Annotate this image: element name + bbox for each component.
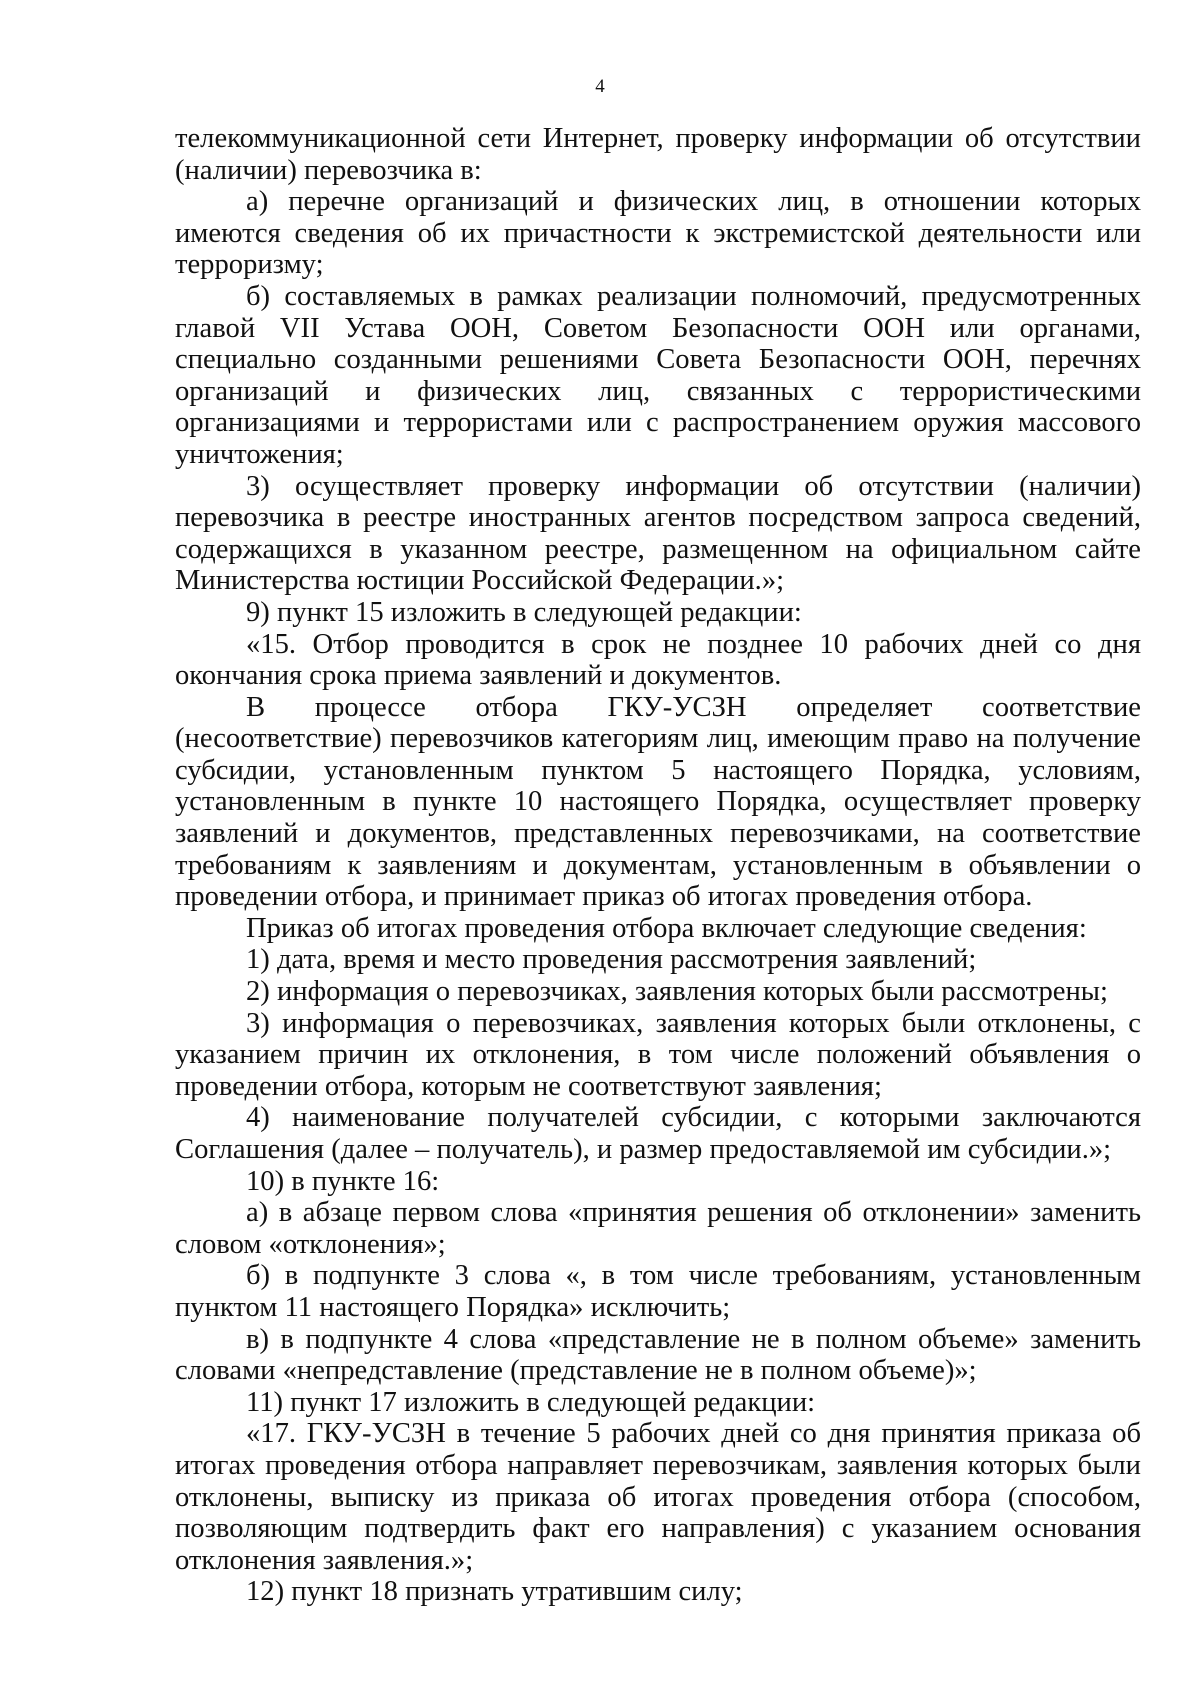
paragraph: 3) осуществляет проверку информации об отсутствии (наличии) перевозчика в реестре иностранных агентов посредством запроса сведений, содержащихся в указанном реестре, размещенном на официальном сайте Министерства юстиции Российской Федерации.»; [175, 470, 1141, 597]
paragraph: «15. Отбор проводится в срок не позднее 10 рабочих дней со дня окончания срока приема заявлений и документов. [175, 628, 1141, 692]
paragraph: В процессе отбора ГКУ-УСЗН определяет соответствие (несоответствие) перевозчиков категориям лиц, имеющим право на получение субсидии, установленным пунктом 5 настоящего Порядка, условиям, установленным в пункте 10 настоящего Порядка, осуществляет проверку заявлений и документов, представленных перевозчиками, на соответствие требованиям к заявлениям и документам, установленным в объявлении о проведении отбора, и принимает приказ об итогах проведения отбора. [175, 691, 1141, 913]
document-body [175, 123, 1141, 1608]
paragraph: 1) дата, время и место проведения рассмотрения заявлений; [246, 944, 977, 976]
paragraph: а) в абзаце первом слова «принятия решения об отклонении» заменить словом «отклонения»; [175, 1197, 1141, 1260]
paragraph: «17. ГКУ-УСЗН в течение 5 рабочих дней со дня принятия приказа об итогах проведения отбора направляет перевозчикам, заявления которых были отклонены, выписку из приказа об итогах проведения отбора (способом, позволяющим подтвердить факт его направления) с указанием основания отклонения заявления.»; [175, 1418, 1141, 1576]
paragraph: 2) информация о перевозчиках, заявления которых были рассмотрены; [246, 976, 1108, 1008]
page-number: 4 [595, 76, 605, 97]
paragraph: 3) информация о перевозчиках, заявления которых были отклонены, с указанием причин их отклонения, в том числе положений объявления о проведении отбора, которым не соответствуют заявления; [175, 1007, 1141, 1102]
paragraph: б) в подпункте 3 слова «, в том числе требованиям, установленным пунктом 11 настоящего Порядка» исключить; [175, 1260, 1141, 1323]
paragraph: в) в подпункте 4 слова «представление не в полном объеме» заменить словами «непредставление (представление не в полном объеме)»; [175, 1323, 1141, 1387]
paragraph: Приказ об итогах проведения отбора включает следующие сведения: [246, 912, 1087, 944]
paragraph: 9) пункт 15 изложить в следующей редакции: [246, 596, 802, 628]
paragraph: 4) наименование получателей субсидии, с которыми заключаются Соглашения (далее – получатель), и размер предоставляемой им субсидии.»; [175, 1102, 1141, 1165]
paragraph: а) перечне организаций и физических лиц, в отношении которых имеются сведения об их причастности к экстремистской деятельности или терроризму; [175, 186, 1141, 281]
paragraph: 12) пункт 18 признать утратившим силу; [246, 1576, 743, 1608]
paragraph: телекоммуникационной сети Интернет, проверку информации об отсутствии (наличии) перевозчика в: [175, 123, 1141, 186]
paragraph: 10) в пункте 16: [246, 1165, 440, 1197]
paragraph: б) составляемых в рамках реализации полномочий, предусмотренных главой VII Устава ООН, Советом Безопасности ООН или органами, специально созданными решениями Совета Безопасности ООН, перечнях организаций и физических лиц, связанных с террористическими организациями и террористами или с распространением оружия массового уничтожения; [175, 280, 1141, 470]
paragraph: 11) пункт 17 изложить в следующей редакции: [246, 1386, 816, 1418]
